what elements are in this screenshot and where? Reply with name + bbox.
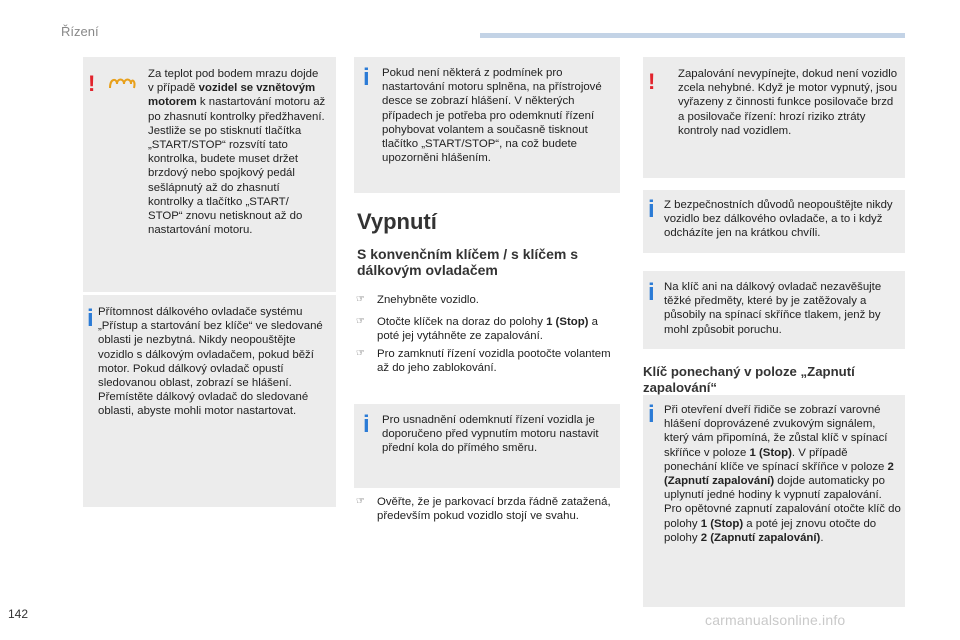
remote-safety-text: Z bezpečnostních důvodů neopouštějte nikdy vozidlo bez dálkového ovladače, a to i když odcházíte jen na krátkou chvíli. — [664, 199, 893, 240]
list-item: ☞ Znehybněte vozidlo. — [356, 294, 479, 306]
list-item: ☞ Pro zamknutí řízení vozidla pootočte volantem až do jeho zablokování. — [356, 347, 611, 374]
preheat-warning-text: Za teplot pod bodem mrazu dojde v případě vozidel se vznětovým motorem k nastartování motoru až po zhasnutí kontrolky předžhavení. Jestliže se po stisknutí tlačítka „START/STOP“ rozsvítí tato kontrolka, budete muset držet brzdový nebo spojkový pedál sešlápnutý až do zhasnutí kontrolky a tlačítko „START/ STOP“ znovu netisknout až do nastartování motoru. — [148, 68, 326, 237]
remote-presence-info-box — [83, 295, 336, 507]
remote-presence-text: Přítomnost dálkového ovladače systému „Přístup a startování bez klíče“ ve sledované oblasti je nezbytná. Nikdy neopouštějte vozidlo s dálkovým ovladačem, pokud běží motor. Pokud dálkový ovladač opustí sledovanou oblast, zobrazí se hlášení. Přemístěte dálkový ovladač do sledované oblasti, abyste mohli motor nastartovat. — [98, 306, 323, 418]
info-icon: i — [87, 305, 94, 332]
wheels-straight-info-box — [354, 404, 620, 488]
key-left-on-text: Při otevření dveří řidiče se zobrazí varovné hlášení doprovázené zvukovým signálem, který vám připomíná, že zůstal klíč v spínací skříňce v poloze 1 (Stop). V případě ponechání klíče ve spínací skříňce v poloze 2 (Zapnutí zapalování) dojde automaticky po uplynutí jedné hodiny k vypnutí zapalování. Pro opětovné zapnutí zapalování otočte klíč do polohy 1 (Stop) a poté jej znovu otočte do polohy 2 (Zapnutí zapalování). — [664, 404, 901, 544]
header-bar — [480, 33, 905, 38]
pointing-hand-icon: ☞ — [356, 347, 365, 359]
start-conditions-info-box — [354, 57, 620, 193]
page-number: 142 — [8, 607, 29, 621]
info-icon: i — [363, 411, 370, 438]
section-heading: Klíč ponechaný v poloze „Zapnutí zapalování“ — [643, 364, 855, 395]
key-weight-text: Na klíč ani na dálkový ovladač nezavěšujte těžké předměty, které by je zatěžovaly a působily na spínací skříňce tlakem, jenž by mohl způsobit poruchu. — [664, 281, 882, 336]
key-weight-info-box — [643, 271, 905, 349]
subsection-heading: S konvenčním klíčem / s klíčem s dálkovým ovladačem — [357, 246, 578, 278]
watermark: carmanualsonline.info — [705, 612, 846, 628]
glow-plug-icon — [107, 76, 137, 94]
key-left-on-info-box — [643, 395, 905, 607]
info-icon: i — [363, 64, 370, 91]
ignition-warning-box — [643, 57, 905, 178]
parking-brake-list — [356, 495, 620, 526]
section-heading: Vypnutí — [357, 209, 437, 234]
remote-safety-info-box — [643, 190, 905, 253]
start-conditions-text: Pokud není některá z podmínek pro nastartování motoru splněna, na přístrojové desce se zobrazí hlášení. V některých případech je potřeba pro odemknutí řízení pohybovat volantem a současně tisknout tlačítko „START/STOP“, na což budete upozorněni hlášením. — [382, 67, 602, 165]
shutdown-steps-list — [356, 293, 620, 378]
list-item: ☞ Ověřte, že je parkovací brzda řádně zatažená, především pokud vozidlo stojí ve svahu. — [356, 496, 611, 523]
preheat-warning-box — [83, 57, 336, 292]
list-item: ☞ Otočte klíček na doraz do polohy 1 (Stop) a poté jej vytáhněte ze zapalování. — [356, 316, 598, 343]
pointing-hand-icon: ☞ — [356, 496, 365, 507]
page-section-title: Řízení — [61, 24, 99, 39]
info-icon: i — [648, 279, 655, 306]
pointing-hand-icon: ☞ — [356, 294, 365, 305]
warning-icon: ! — [88, 71, 96, 96]
info-icon: i — [648, 196, 655, 223]
warning-icon: ! — [648, 69, 656, 94]
ignition-warning-text: Zapalování nevypínejte, dokud není vozidlo zcela nehybné. Když je motor vypnutý, jsou vyřazeny z činnosti funkce posilovače brzd a posilovače řízení: hrozí riziko ztráty kontroly nad vozidlem. — [678, 68, 898, 137]
info-icon: i — [648, 401, 655, 428]
wheels-straight-text: Pro usnadnění odemknutí řízení vozidla je doporučeno před vypnutím motoru nastavit přední kola do přímého směru. — [382, 414, 599, 455]
pointing-hand-icon: ☞ — [356, 316, 365, 328]
